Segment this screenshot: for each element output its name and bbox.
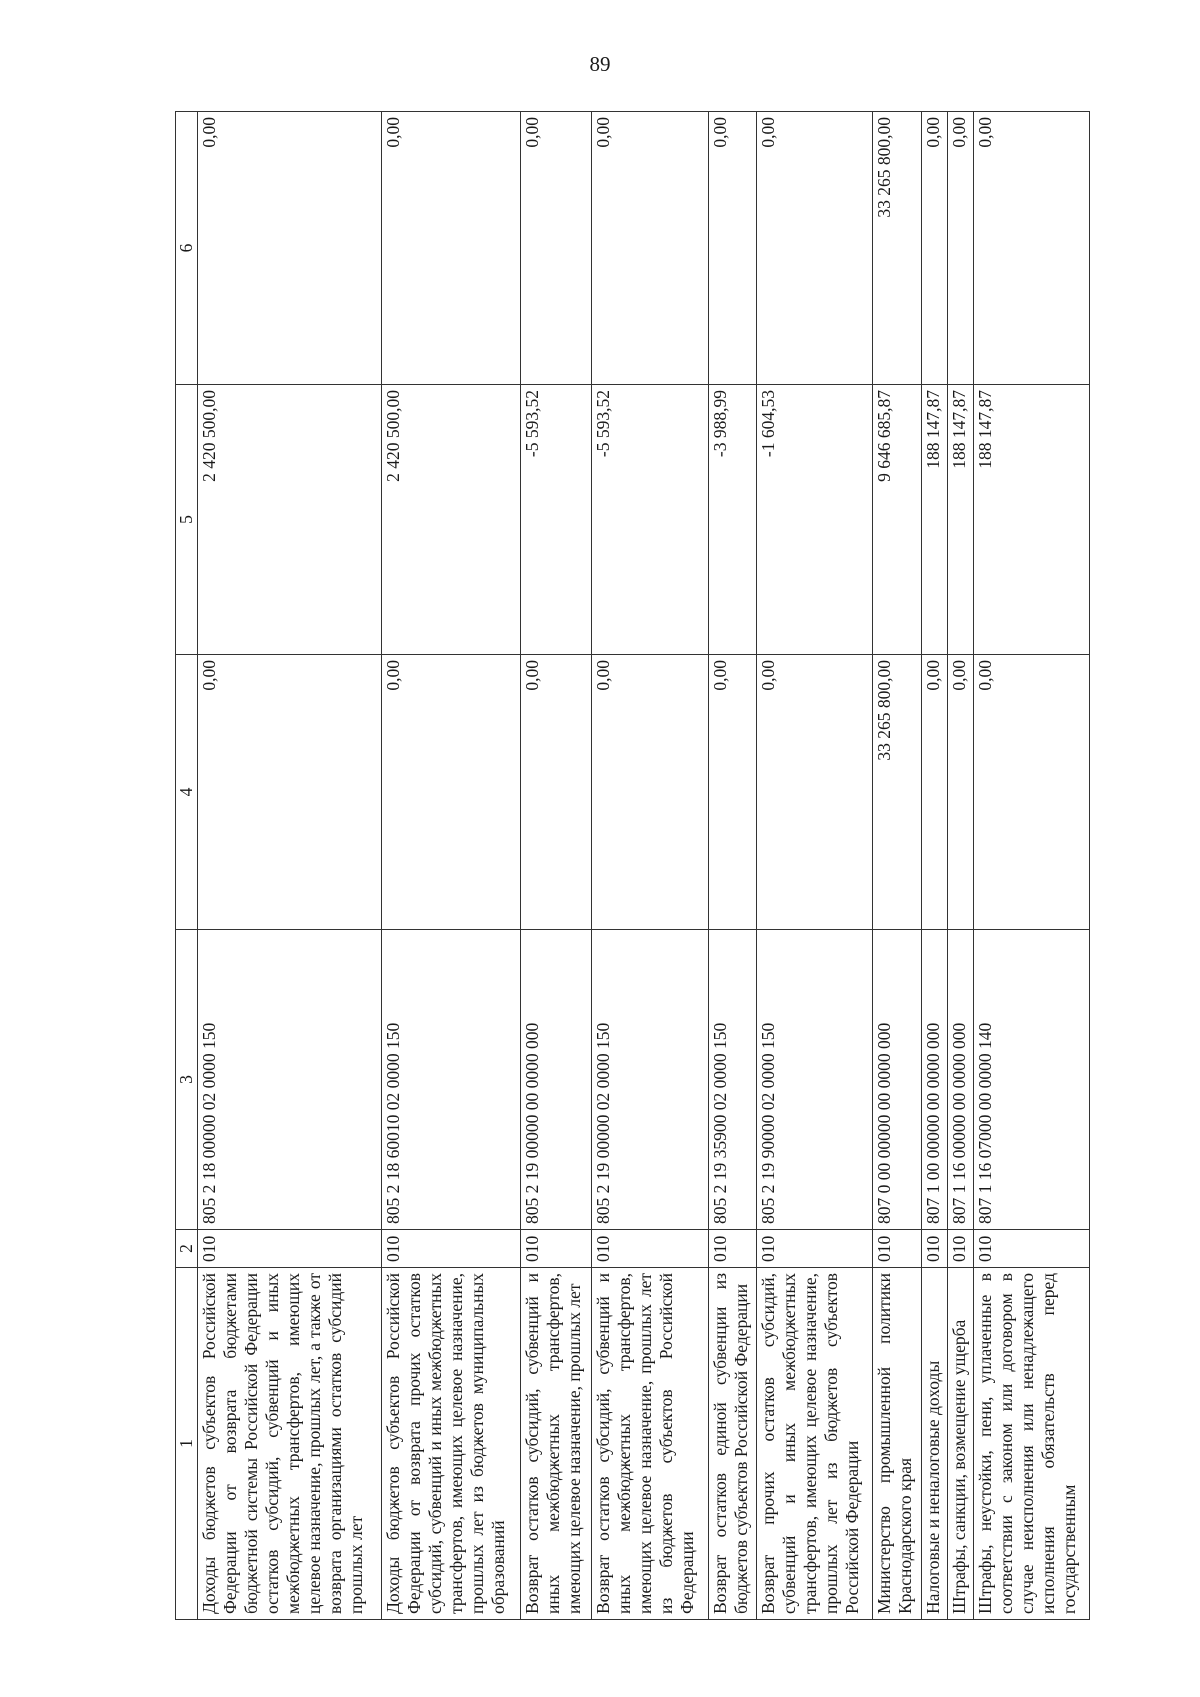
rotated-table-container [175,112,1090,1620]
row-value-5: 188 147,87 [973,385,1089,655]
column-header: 3 [176,930,198,1230]
row-value-4: 0,00 [521,655,592,930]
row-value-6: 0,00 [757,112,873,385]
column-header: 2 [176,1230,198,1268]
budget-revenue-table [175,111,1090,1620]
row-value-5: -3 988,99 [708,385,756,655]
row-name: Министерство промышленной политики Краснодарского края [873,1268,921,1620]
row-name: Штрафы, неустойки, пени, уплаченные в соответствии с законом или договором в случае неисполнения или ненадлежащего исполнения обязательств перед государственным [973,1268,1089,1620]
row-line-code: 010 [521,1230,592,1268]
row-kbk-code: 805 2 19 00000 02 0000 150 [592,930,708,1230]
row-value-5: 188 147,87 [947,385,973,655]
table-row [757,112,873,1620]
row-value-5: 188 147,87 [921,385,947,655]
column-header: 6 [176,112,198,385]
row-value-5: -1 604,53 [757,385,873,655]
row-value-6: 0,00 [382,112,521,385]
row-name: Возврат остатков субсидий, субвенций и иных межбюджетных трансфертов, имеющих целевое назначение, прошлых лет [521,1268,592,1620]
row-line-code: 010 [921,1230,947,1268]
row-value-5: -5 593,52 [521,385,592,655]
row-kbk-code: 807 1 16 07000 00 0000 140 [973,930,1089,1230]
row-name: Налоговые и неналоговые доходы [921,1268,947,1620]
row-value-6: 0,00 [521,112,592,385]
row-kbk-code: 807 0 00 00000 00 0000 000 [873,930,921,1230]
table-header-row [176,112,198,1620]
row-line-code: 010 [973,1230,1089,1268]
row-name: Доходы бюджетов субъектов Российской Федерации от возврата бюджетами бюджетной системы Российской Федерации остатков субсидий, субвенций и иных межбюджетных трансфертов, имеющих целевое назначение, прошлых лет, а также от возврата организациями остатков субсидий прошлых лет [198,1268,382,1620]
row-value-5: -5 593,52 [592,385,708,655]
row-line-code: 010 [198,1230,382,1268]
row-value-6: 33 265 800,00 [873,112,921,385]
table-row [708,112,756,1620]
column-header: 5 [176,385,198,655]
row-value-5: 9 646 685,87 [873,385,921,655]
row-name: Возврат прочих остатков субсидий, субвенций и иных межбюджетных трансфертов, имеющих целевое назначение, прошлых лет из бюджетов субъектов Российской Федерации [757,1268,873,1620]
row-value-6: 0,00 [198,112,382,385]
row-value-6: 0,00 [921,112,947,385]
row-kbk-code: 807 1 00 00000 00 0000 000 [921,930,947,1230]
row-value-6: 0,00 [592,112,708,385]
column-header: 1 [176,1268,198,1620]
row-value-4: 0,00 [757,655,873,930]
table-row [973,112,1089,1620]
row-name: Возврат остатков субсидий, субвенций и иных межбюджетных трансфертов, имеющих целевое назначение, прошлых лет из бюджетов субъектов Российской Федерации [592,1268,708,1620]
row-kbk-code: 805 2 19 90000 02 0000 150 [757,930,873,1230]
row-line-code: 010 [947,1230,973,1268]
row-value-5: 2 420 500,00 [382,385,521,655]
row-value-4: 0,00 [382,655,521,930]
row-value-4: 0,00 [947,655,973,930]
row-kbk-code: 805 2 18 00000 02 0000 150 [198,930,382,1230]
row-kbk-code: 805 2 18 60010 02 0000 150 [382,930,521,1230]
table-row [947,112,973,1620]
row-value-6: 0,00 [947,112,973,385]
table-row [873,112,921,1620]
row-line-code: 010 [757,1230,873,1268]
row-value-4: 0,00 [921,655,947,930]
row-line-code: 010 [592,1230,708,1268]
row-kbk-code: 805 2 19 00000 00 0000 000 [521,930,592,1230]
table-row [592,112,708,1620]
row-kbk-code: 807 1 16 00000 00 0000 000 [947,930,973,1230]
row-value-4: 0,00 [973,655,1089,930]
row-value-5: 2 420 500,00 [198,385,382,655]
row-name: Штрафы, санкции, возмещение ущерба [947,1268,973,1620]
row-value-6: 0,00 [708,112,756,385]
row-value-4: 33 265 800,00 [873,655,921,930]
row-value-4: 0,00 [708,655,756,930]
table-row [921,112,947,1620]
row-name: Доходы бюджетов субъектов Российской Федерации от возврата прочих остатков субсидий, субвенций и иных межбюджетных трансфертов, имеющих целевое назначение, прошлых лет из бюджетов муниципальных образований [382,1268,521,1620]
row-line-code: 010 [873,1230,921,1268]
row-name: Возврат остатков единой субвенции из бюджетов субъектов Российской Федерации [708,1268,756,1620]
row-line-code: 010 [382,1230,521,1268]
table-row [198,112,382,1620]
row-line-code: 010 [708,1230,756,1268]
row-kbk-code: 805 2 19 35900 02 0000 150 [708,930,756,1230]
table-row [521,112,592,1620]
table-row [382,112,521,1620]
column-header: 4 [176,655,198,930]
row-value-6: 0,00 [973,112,1089,385]
row-value-4: 0,00 [198,655,382,930]
row-value-4: 0,00 [592,655,708,930]
page-number: 89 [589,52,611,76]
